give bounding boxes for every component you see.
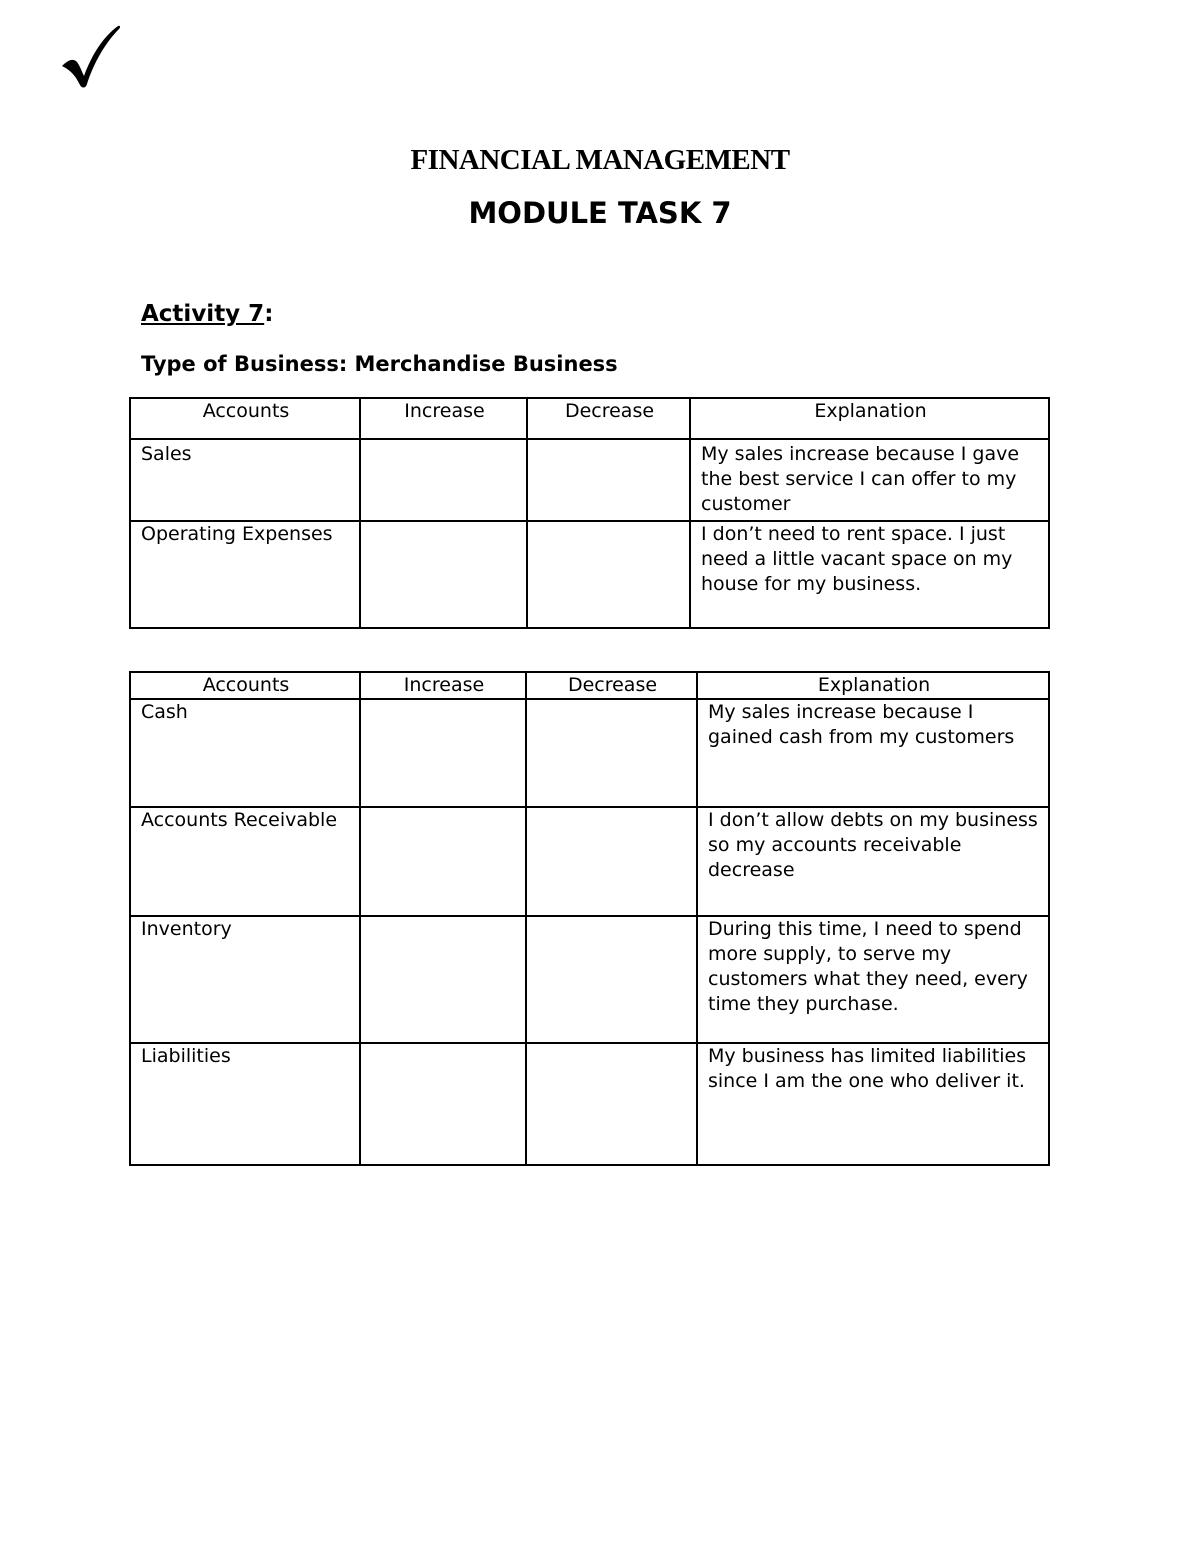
- table-row: [130, 1043, 1049, 1165]
- increase-cell: [360, 1043, 526, 1165]
- activity-colon: :: [264, 301, 274, 327]
- column-header-explanation: Explanation: [690, 398, 1049, 439]
- account-cell: Accounts Receivable: [130, 807, 360, 916]
- increase-cell: [360, 807, 526, 916]
- table-row: [130, 916, 1049, 1043]
- table-row: [130, 699, 1049, 807]
- table-header-row: [130, 398, 1049, 439]
- checkmark-icon: [60, 22, 122, 94]
- table-row: [130, 521, 1049, 628]
- business-type-heading: Type of Business: Merchandise Business: [141, 352, 618, 376]
- document-subtitle: MODULE TASK 7: [468, 196, 732, 230]
- decrease-cell: [526, 699, 697, 807]
- explanation-cell: I don’t need to rent space. I just need a little vacant space on my house for my business.: [690, 521, 1049, 628]
- decrease-cell: [526, 916, 697, 1043]
- explanation-cell: During this time, I need to spend more supply, to serve my customers what they need, every time they purchase.: [697, 916, 1049, 1043]
- explanation-cell: My sales increase because I gave the best service I can offer to my customer: [690, 439, 1049, 521]
- activity-heading: [141, 301, 273, 327]
- account-cell: Cash: [130, 699, 360, 807]
- activity-label: Activity 7: [141, 301, 265, 327]
- column-header-increase: Increase: [360, 672, 526, 699]
- increase-cell: [360, 521, 527, 628]
- document-title: FINANCIAL MANAGEMENT: [410, 144, 790, 176]
- account-cell: Sales: [130, 439, 360, 521]
- table-row: [130, 439, 1049, 521]
- table-header-row: [130, 672, 1049, 699]
- explanation-cell: My business has limited liabilities since I am the one who deliver it.: [697, 1043, 1049, 1165]
- account-cell: Operating Expenses: [130, 521, 360, 628]
- decrease-cell: [527, 521, 690, 628]
- account-cell: Inventory: [130, 916, 360, 1043]
- increase-cell: [360, 916, 526, 1043]
- increase-cell: [360, 439, 527, 521]
- explanation-cell: I don’t allow debts on my business so my accounts receivable decrease: [697, 807, 1049, 916]
- accounts-table-1: [129, 397, 1050, 629]
- explanation-cell: My sales increase because I gained cash from my customers: [697, 699, 1049, 807]
- column-header-decrease: Decrease: [527, 398, 690, 439]
- table-row: [130, 807, 1049, 916]
- column-header-accounts: Accounts: [130, 672, 360, 699]
- increase-cell: [360, 699, 526, 807]
- decrease-cell: [527, 439, 690, 521]
- account-cell: Liabilities: [130, 1043, 360, 1165]
- accounts-table-2: [129, 671, 1050, 1166]
- decrease-cell: [526, 807, 697, 916]
- decrease-cell: [526, 1043, 697, 1165]
- column-header-explanation: Explanation: [697, 672, 1049, 699]
- column-header-accounts: Accounts: [130, 398, 360, 439]
- column-header-decrease: Decrease: [526, 672, 697, 699]
- column-header-increase: Increase: [360, 398, 527, 439]
